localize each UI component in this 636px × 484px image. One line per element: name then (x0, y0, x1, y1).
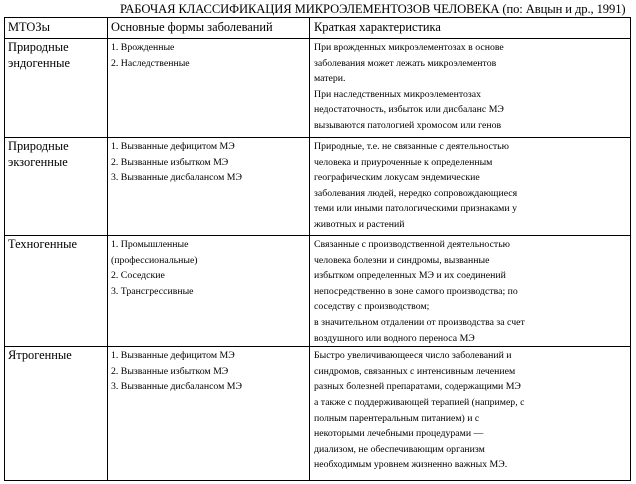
table-row (5, 138, 631, 236)
desc-line: полным парентеральным питанием) и с (314, 412, 480, 424)
desc-line: заболевания людей, нередко сопровождающиеся (314, 187, 518, 199)
desc-line: Связанные с производственной деятельностью (314, 239, 510, 250)
desc-line: теми или иными патологическими признаками у (314, 203, 517, 215)
row-type (5, 138, 108, 236)
desc-line: диализом, не обеспечивающим организм (314, 443, 485, 455)
form-item: 3. Трансгрессивные (111, 285, 194, 297)
form-item: 1. Промышленные (111, 239, 189, 250)
desc-line: воздушного или водного переноса МЭ (314, 332, 475, 344)
desc-line: в значительном отдалении от производства за счет (314, 316, 525, 328)
form-item: 3. Вызванные дисбалансом МЭ (111, 381, 242, 393)
desc-line: недостаточность, избыток или дисбаланс МЭ (314, 104, 504, 116)
desc-line: а также с поддерживающей терапией (например, с (314, 396, 525, 408)
desc-line: географическим локусам эндемические (314, 172, 480, 184)
form-item: 1. Вызванные дефицитом МЭ (111, 141, 235, 152)
desc-line: матери. (314, 73, 346, 85)
desc-line: человека болезни и синдромы, вызванные (314, 254, 490, 266)
row-forms (108, 39, 310, 138)
type-line: Природные (8, 139, 69, 153)
type-line: Техногенные (8, 237, 77, 251)
desc-line: необходимым уровнем жизненно важных МЭ. (314, 459, 508, 471)
type-line: эндогенные (8, 55, 70, 70)
document-title: РАБОЧАЯ КЛАССИФИКАЦИЯ МИКРОЭЛЕМЕНТОЗОВ ЧЕЛОВЕКА (по: Авцын и др., 1991) (120, 2, 626, 16)
desc-line: разных болезней препаратами, содержащими МЭ (314, 381, 521, 393)
form-item: 1. Вызванные дефицитом МЭ (111, 350, 235, 362)
type-line: Ятрогенные (8, 348, 72, 363)
row-type (5, 347, 108, 481)
desc-line: непосредственно в зоне самого производства; по (314, 285, 518, 297)
desc-line: животных и растений (314, 218, 405, 230)
form-item: 2. Вызванные избытком МЭ (111, 156, 229, 168)
header-description: Краткая характеристика (310, 18, 631, 39)
form-item: 2. Вызванные избытком МЭ (111, 365, 229, 377)
row-forms (108, 138, 310, 236)
form-item: 3. Вызванные дисбалансом МЭ (111, 172, 242, 184)
desc-line: Природные, т.е. не связанные с деятельностью (314, 141, 509, 152)
desc-line: вызываются патологией хромосом или генов (314, 119, 502, 131)
header-mtoz: МТОЗы (5, 18, 108, 39)
desc-line: соседству с производством; (314, 301, 430, 313)
header-forms: Основные формы заболеваний (108, 18, 310, 39)
desc-line: некоторыми лечебными процедурами — (314, 428, 484, 440)
table-row (5, 347, 631, 481)
type-line: экзогенные (8, 154, 68, 169)
desc-line: При наследственных микроэлементозах (314, 88, 482, 100)
type-line: Природные (8, 40, 69, 54)
row-type (5, 39, 108, 138)
row-description (310, 236, 631, 347)
table-row (5, 236, 631, 347)
table-row (5, 39, 631, 138)
table-header-row (5, 18, 631, 39)
desc-line: заболевания может лежать микроэлементов (314, 57, 497, 69)
row-description (310, 39, 631, 138)
desc-line: Быстро увеличивающееся число заболеваний и (314, 350, 512, 362)
form-item: 2. Соседские (111, 270, 165, 282)
form-item: (профессиональные) (111, 254, 198, 266)
row-description (310, 138, 631, 236)
row-type (5, 236, 108, 347)
row-forms (108, 347, 310, 481)
classification-table (4, 17, 631, 481)
form-item: 1. Врожденные (111, 42, 175, 53)
row-forms (108, 236, 310, 347)
desc-line: При врожденных микроэлементозах в основе (314, 42, 504, 53)
row-description (310, 347, 631, 481)
form-item: 2. Наследственные (111, 57, 190, 69)
desc-line: избытком определенных МЭ и их соединений (314, 270, 506, 282)
desc-line: синдромов, связанных с интенсивным лечением (314, 365, 516, 377)
desc-line: человека и приуроченные к определенным (314, 156, 493, 168)
